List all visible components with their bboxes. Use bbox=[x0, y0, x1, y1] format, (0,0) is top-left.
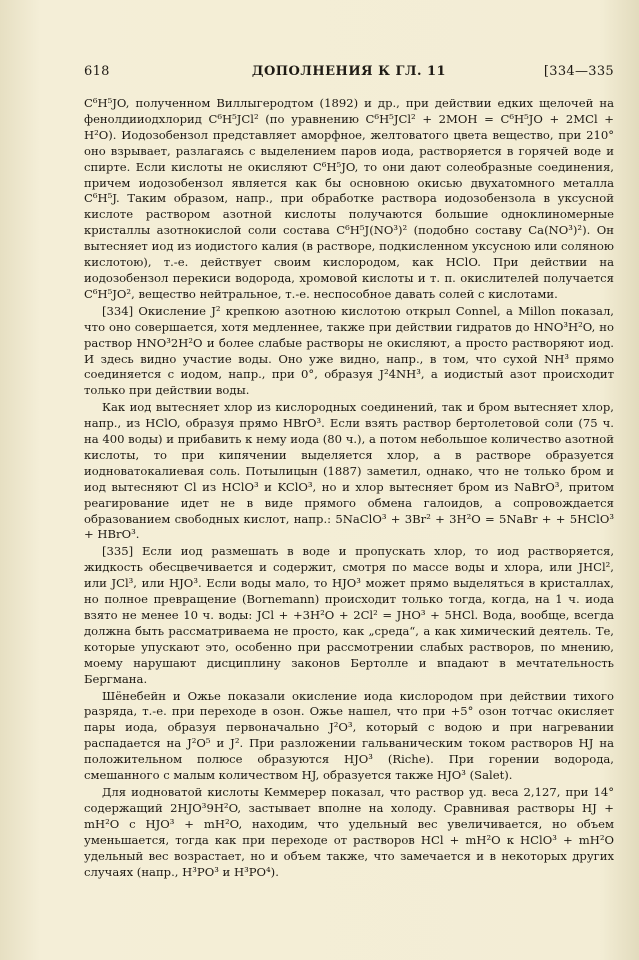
section-range: [334—335 bbox=[543, 64, 614, 79]
paragraph: Как иод вытесняет хлор из кислородных соединений, так и бром вытесняет хлор, напр., из HClO, образуя прямо HBrO³. Если взять раствор бертолетовой соли (75 ч. на 400 воды) и прибавить к нему иода (80 ч.), а потом небольшое количество азотной кислоты, то при кипячении выделяется хлор, а в растворе образуется иодноватокалиевая соль. Потылицын (1887) заметил, однако, что не только бром и иод вытесняют Cl из HClO³ и KClO³, но и хлор вытесняет бром из NaBrO³, притом реагирование идет не в виде прямого обмена галоидов, а сопровождается образованием свободных кислот, напр.: 5NaClO³ + 3Br² + 3H²O = 5NaBr + + 5HClO³ + HBrO³. bbox=[84, 400, 614, 542]
page-number: 618 bbox=[84, 64, 110, 79]
running-title: ДОПОЛНЕНИЯ К ГЛ. 11 bbox=[251, 64, 447, 79]
paragraph: [334] Окисление J² крепкою азотною кислотою открыл Connel, а Millon показал, что оно совершается, хотя медленнее, также при действии гидратов до HNO³H²O, но раствор HNO³2H²O и более слабые растворы не окисляют, а просто растворяют иод. И здесь видно участие воды. Оно уже видно, напр., в том, что сухой NH³ прямо соединяется с иодом, напр., при 0°, образуя J²4NH³, а иодистый азот происходит только при действии воды. bbox=[84, 303, 614, 398]
paragraph: [335] Если иод размешать в воде и пропускать хлор, то иод растворяется, жидкость обесцвечивается и содержит, смотря по массе воды и хлора, или JHCl², или JCl³, или HJO³. Если воды мало, то HJO³ может прямо выделяться в кристаллах, но полное превращение (Bornemann) происходит только тогда, когда, на 1 ч. иода взято не менее 10 ч. воды: JCl + +3H²O + 2Cl² = JHO³ + 5HCl. Вода, вообще, всегда должна быть рассматриваема не просто, как „среда“, а как химический деятель. Те, которые упускают это, особенно при рассмотрении слабых растворов, по мнению, моему нарушают дисциплину законов Бертолле и впадают в мечтательность Бергмана. bbox=[84, 544, 614, 686]
paragraph: C⁶H⁵JO, полученном Виллыгеродтом (1892) и др., при действии едких щелочей на фенолдииодхлорид C⁶H⁵JCl² (по уравнению C⁶H⁵JCl² + 2MOH = C⁶H⁵JO + 2MCl + H²O). Иодозобензол представляет аморфное, желтоватого цвета вещество, при 210° оно взрывает, разлагаясь с выделением паров иода, растворяется в горячей воде и спирте. Если кислоты не окисляют C⁶H⁵JO, то они дают солеобразные соединения, причем иодозобензол является как бы основною окисью двухатомного металла C⁶H⁵J. Таким образом, напр., при обработке раствора иодозобензола в уксусной кислоте раствором азотной кислоты получаются большие одноклиномерные кристаллы азотнокислой соли состава C⁶H⁵J(NO³)² (подобно составу Ca(NO³)²). Он вытесняет иод из иодистого калия (в растворе, подкисленном уксусною или соляною кислотою), т.-е. действует своим кислородом, как HClO. При действии на иодозобензол перекиси водорода, хромовой кислоты и т. п. окислителей получается C⁶H⁵JO², вещество нейтральное, т.-е. неспособное давать солей с кислотами. bbox=[84, 96, 614, 301]
page-header bbox=[84, 64, 614, 84]
paragraph: Для иодноватой кислоты Кеммерер показал, что раствор уд. веса 2,127, при 14° содержащий 2HJO³9H²O, застывает вполне на холоду. Сравнивая растворы HJ + mH²O с HJO³ + mH²O, находим, что удельный вес увеличивается, но объем уменьшается, тогда как при переходе от растворов HCl + mH²O к HClO³ + mH²O удельный вес возрастает, но и объем также, что замечается и в некоторых других случаях (напр., H³PO³ и H³PO⁴). bbox=[84, 784, 614, 879]
body-text bbox=[84, 96, 614, 880]
paragraph: Шёнебейн и Ожье показали окисление иода кислородом при действии тихого разряда, т.-е. при переходе в озон. Ожье нашел, что при +5° озон тотчас окисляет пары иода, образуя первоначально J²O³, который с водою и при нагревании распадается на J²O⁵ и J². При разложении гальваническим током растворов HJ на положительном полюсе образуются HJO³ (Riche). При горении водорода, смешанного с малым количеством HJ, образуется также HJO³ (Salet). bbox=[84, 688, 614, 783]
